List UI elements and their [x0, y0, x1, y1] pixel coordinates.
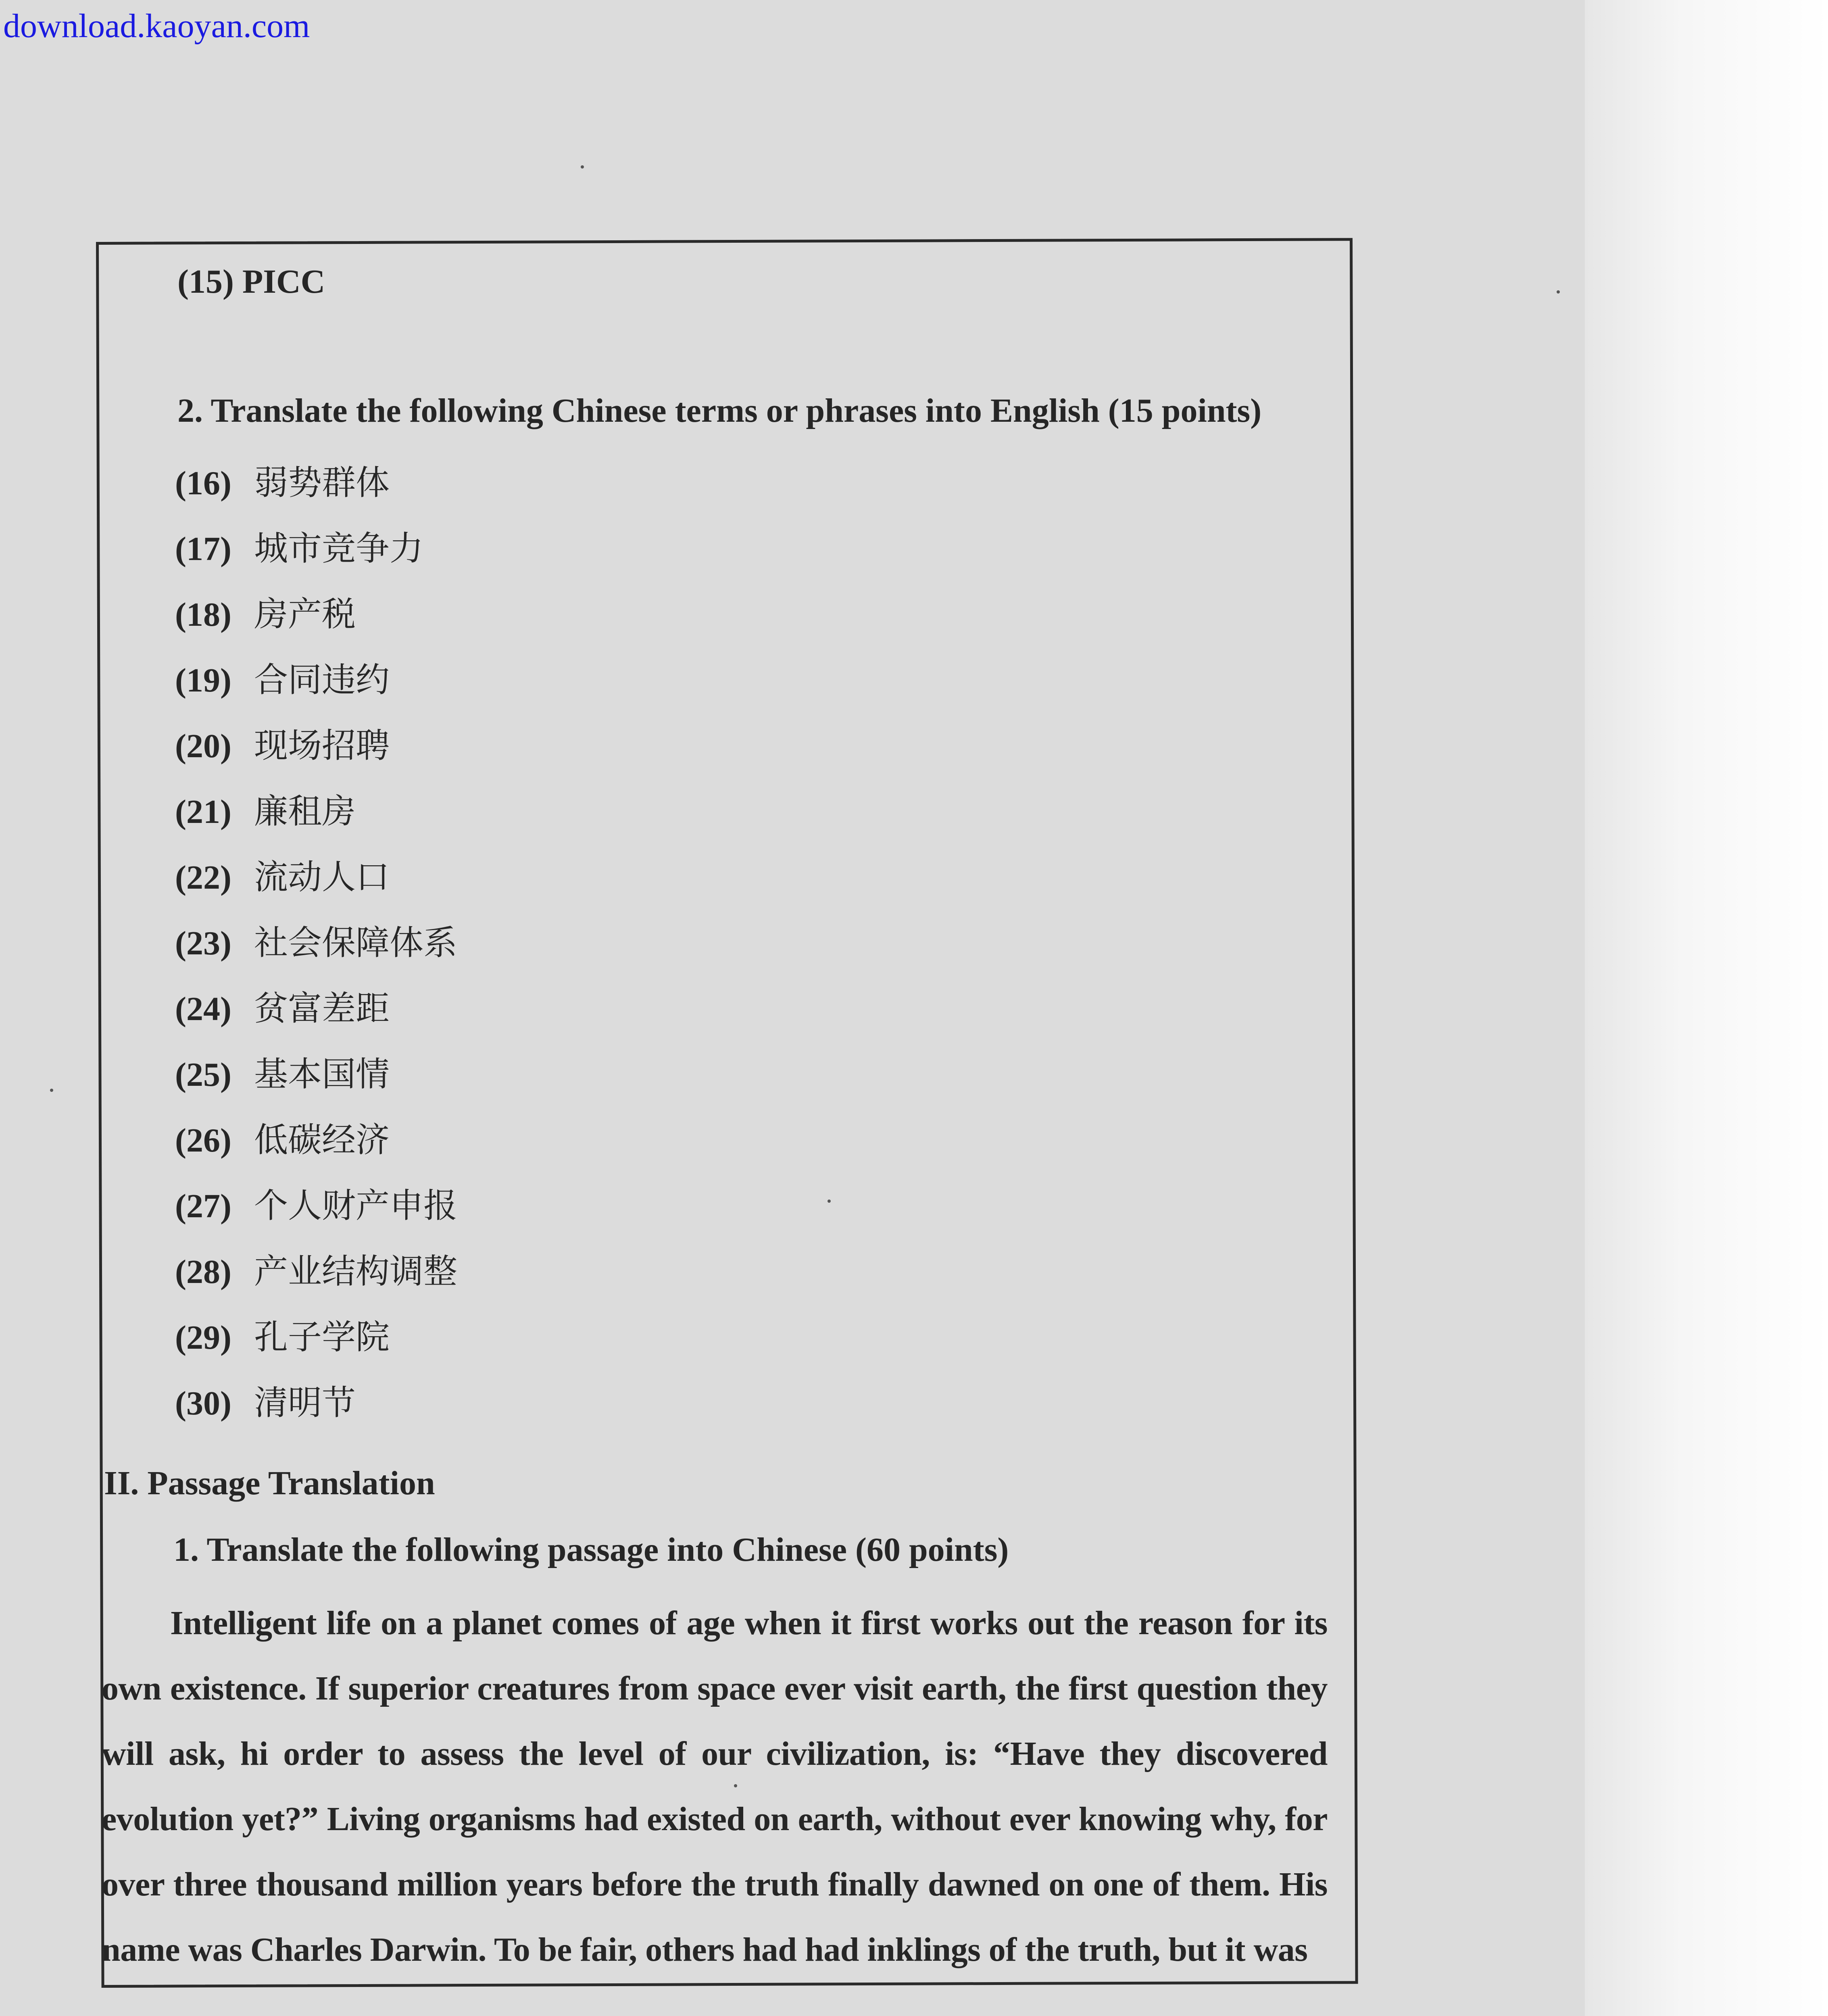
term-text: 清明节 — [254, 1383, 356, 1422]
term-item — [175, 1310, 390, 1359]
term-text: 社会保障体系 — [254, 923, 458, 962]
term-item — [175, 784, 356, 833]
term-item — [175, 916, 457, 964]
term-number: (18) — [175, 596, 231, 633]
term-item — [175, 1244, 457, 1293]
section-heading: 2. Translate the following Chinese terms or phrases into English (15 points) — [177, 392, 1262, 429]
term-text: 孔子学院 — [254, 1317, 390, 1357]
term-number: (20) — [175, 727, 231, 765]
scan-speck — [1557, 290, 1560, 294]
term-number: (30) — [175, 1385, 231, 1422]
term-text: 流动人口 — [254, 857, 390, 897]
term-item — [175, 587, 356, 636]
term-number: (24) — [175, 990, 231, 1028]
term-number: (23) — [175, 925, 231, 962]
term-item — [175, 719, 390, 767]
scan-speck — [827, 1200, 831, 1203]
term-number: (26) — [175, 1122, 231, 1159]
section-subheading: 1. Translate the following passage into Chinese (60 points) — [173, 1531, 1009, 1568]
scan-speck — [581, 165, 584, 169]
scan-edge — [1585, 0, 1828, 2016]
term-number: (28) — [175, 1253, 231, 1291]
term-text: 现场招聘 — [254, 726, 390, 765]
term-number: (29) — [175, 1319, 231, 1356]
term-item — [175, 1179, 457, 1227]
term-text: 合同违约 — [254, 660, 390, 700]
term-text: 个人财产申报 — [254, 1186, 458, 1225]
term-text: 房产税 — [254, 594, 356, 634]
term-text: 低碳经济 — [254, 1120, 390, 1160]
term-text: 产业结构调整 — [254, 1252, 458, 1291]
scan-speck — [50, 1089, 53, 1092]
passage: Intelligent life on a planet comes of age when it first works out the reason for its own existence. If superior creatures from space ever visit earth, the first question they will ask, hi order to assess the level of our civilization, is: “Have they discovered evolution yet?” Living organisms had existed on earth, without ever knowing why, for over three thousand million years before the truth finally dawned on one of them. His name was Charles Darwin. To be fair, others had had inklings of the truth, but it was — [102, 1604, 1328, 1968]
term-number: (17) — [175, 530, 231, 568]
term-item — [175, 1113, 390, 1162]
term-item — [175, 1047, 390, 1096]
scan-speck — [734, 1784, 737, 1787]
term-item — [175, 981, 390, 1030]
term-number: (25) — [175, 1056, 231, 1093]
term-number: (21) — [175, 793, 231, 831]
term-number: (22) — [175, 859, 231, 896]
term-text: 城市竞争力 — [254, 529, 424, 568]
section-title: II. Passage Translation — [104, 1464, 435, 1502]
term-item — [175, 850, 390, 899]
term-text: 弱势群体 — [254, 463, 390, 502]
term-number: (27) — [175, 1187, 231, 1225]
term-item — [175, 1376, 356, 1425]
term-text: 廉租房 — [254, 791, 356, 831]
term-text: 基本国情 — [254, 1054, 390, 1094]
term-item — [175, 521, 423, 570]
term-text: 贫富差距 — [254, 989, 390, 1028]
term-item — [175, 456, 390, 504]
term-number: (19) — [175, 662, 231, 699]
watermark-link[interactable]: download.kaoyan.com — [3, 7, 310, 45]
term-number: (16) — [175, 464, 231, 502]
item-15: (15) PICC — [177, 263, 325, 300]
term-item — [175, 653, 390, 702]
